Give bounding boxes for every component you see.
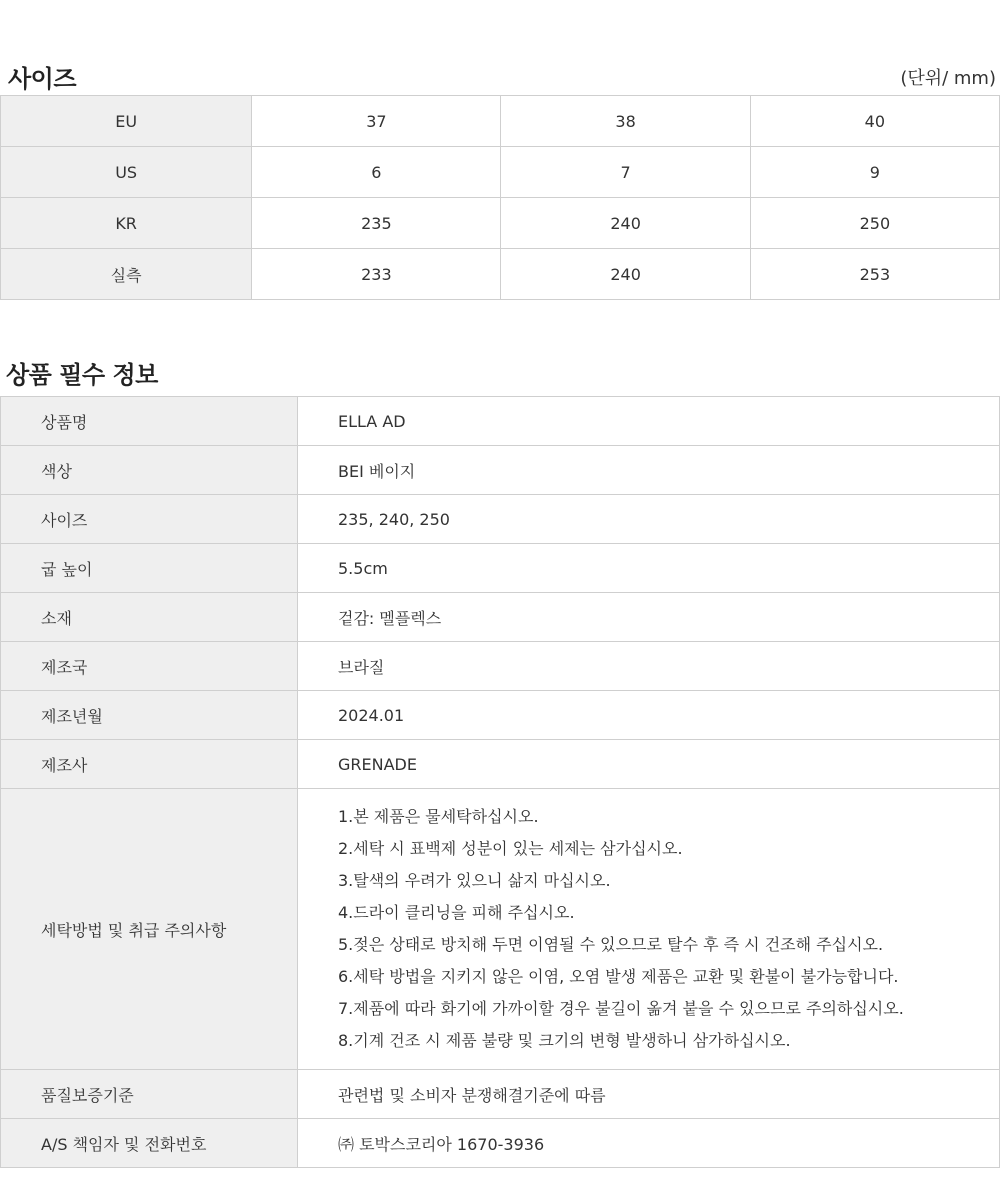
- product-info-title: 상품 필수 정보: [6, 361, 158, 389]
- info-label: 사이즈: [1, 495, 298, 544]
- info-value: 2024.01: [298, 691, 1000, 740]
- size-cell: 37: [252, 96, 501, 147]
- care-label: 세탁방법 및 취급 주의사항: [1, 789, 298, 1070]
- size-row-label: KR: [1, 198, 252, 249]
- info-value: 겉감: 멜플렉스: [298, 593, 1000, 642]
- care-item: 5.젖은 상태로 방치해 두면 이염될 수 있으므로 탈수 후 즉 시 건조해 주십시오.: [338, 935, 884, 954]
- info-row: [1, 544, 1000, 593]
- info-row: [1, 1119, 1000, 1168]
- info-value: 브라질: [298, 642, 1000, 691]
- info-value: ㈜ 토박스코리아 1670-3936: [298, 1119, 1000, 1168]
- info-value: GRENADE: [298, 740, 1000, 789]
- info-row: [1, 642, 1000, 691]
- size-cell: 38: [501, 96, 750, 147]
- size-section-title: 사이즈: [8, 65, 77, 93]
- info-row: [1, 691, 1000, 740]
- info-value: 관련법 및 소비자 분쟁해결기준에 따름: [298, 1070, 1000, 1119]
- info-label: 제조년월: [1, 691, 298, 740]
- info-row: [1, 495, 1000, 544]
- info-value: BEI 베이지: [298, 446, 1000, 495]
- info-value: ELLA AD: [298, 397, 1000, 446]
- size-cell: 240: [501, 249, 750, 300]
- care-row: [1, 789, 1000, 1070]
- care-item: 4.드라이 클리닝을 피해 주십시오.: [338, 903, 575, 922]
- info-label: 품질보증기준: [1, 1070, 298, 1119]
- size-cell: 9: [750, 147, 999, 198]
- care-value: [298, 789, 1000, 1070]
- care-item: 6.세탁 방법을 지키지 않은 이염, 오염 발생 제품은 교환 및 환불이 불가능합니다.: [338, 967, 899, 986]
- info-row: [1, 593, 1000, 642]
- care-item: 7.제품에 따라 화기에 가까이할 경우 불길이 옮겨 붙을 수 있으므로 주의하십시오.: [338, 999, 904, 1018]
- size-cell: 235: [252, 198, 501, 249]
- size-cell: 40: [750, 96, 999, 147]
- care-list: [338, 801, 999, 1057]
- info-row: [1, 397, 1000, 446]
- care-item: 1.본 제품은 물세탁하십시오.: [338, 807, 539, 826]
- info-value: 235, 240, 250: [298, 495, 1000, 544]
- info-row: [1, 1070, 1000, 1119]
- care-item: 3.탈색의 우려가 있으니 삶지 마십시오.: [338, 871, 611, 890]
- size-row-us: [1, 147, 1000, 198]
- size-cell: 240: [501, 198, 750, 249]
- size-cell: 7: [501, 147, 750, 198]
- size-row-measured: [1, 249, 1000, 300]
- info-label: 색상: [1, 446, 298, 495]
- info-label: A/S 책임자 및 전화번호: [1, 1119, 298, 1168]
- size-cell: 6: [252, 147, 501, 198]
- info-label: 소재: [1, 593, 298, 642]
- size-row-label: 실측: [1, 249, 252, 300]
- info-value: 5.5cm: [298, 544, 1000, 593]
- info-label: 제조사: [1, 740, 298, 789]
- size-unit-label: (단위/ mm): [900, 68, 996, 89]
- product-info-table: [0, 396, 1000, 1168]
- size-table: [0, 95, 1000, 300]
- size-row-kr: [1, 198, 1000, 249]
- size-row-label: US: [1, 147, 252, 198]
- info-row: [1, 446, 1000, 495]
- size-row-eu: [1, 96, 1000, 147]
- care-item: 2.세탁 시 표백제 성분이 있는 세제는 삼가십시오.: [338, 839, 683, 858]
- info-label: 굽 높이: [1, 544, 298, 593]
- size-cell: 253: [750, 249, 999, 300]
- size-cell: 250: [750, 198, 999, 249]
- info-label: 상품명: [1, 397, 298, 446]
- size-cell: 233: [252, 249, 501, 300]
- size-row-label: EU: [1, 96, 252, 147]
- info-label: 제조국: [1, 642, 298, 691]
- info-row: [1, 740, 1000, 789]
- care-item: 8.기계 건조 시 제품 불량 및 크기의 변형 발생하니 삼가하십시오.: [338, 1031, 791, 1050]
